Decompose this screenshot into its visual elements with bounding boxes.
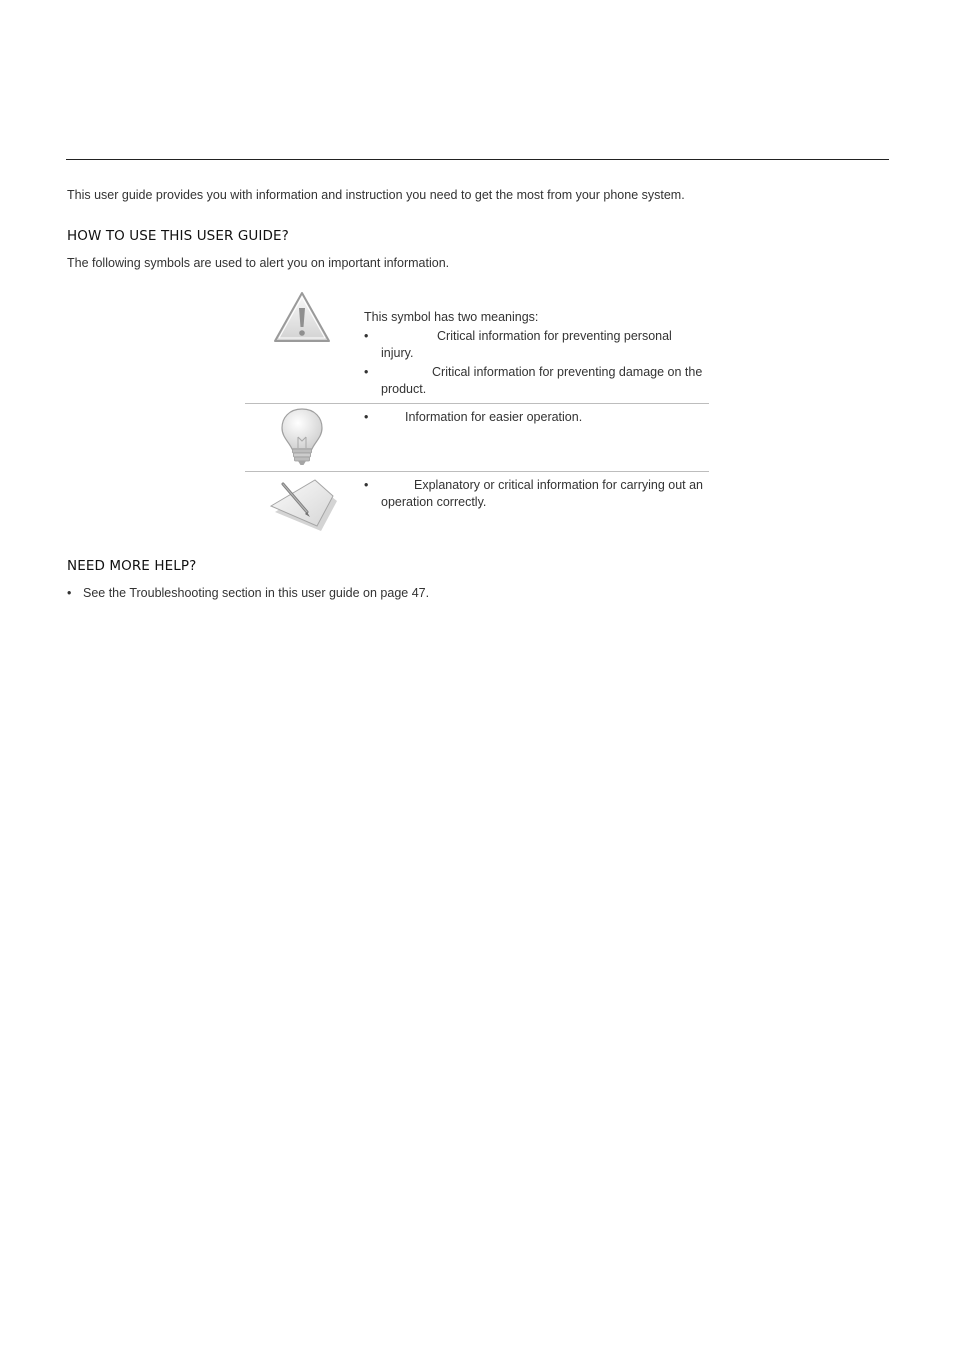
bullet-glyph: •: [364, 365, 369, 379]
symbol-row-tip: [245, 404, 709, 472]
help-item-text: See the Troubleshooting section in this user guide on page 47.: [83, 586, 430, 600]
intro-text: This user guide provides you with information and instruction you need to get the most from your phone system.: [67, 188, 685, 202]
warning-bullet-damage-text: Critical information for preventing damage on the product.: [381, 365, 703, 396]
note-bullet-text: Explanatory or critical information for carrying out an operation correctly.: [381, 478, 704, 509]
warning-description: [364, 309, 704, 400]
warning-bullet-damage: [364, 364, 704, 398]
lightbulb-icon: [245, 404, 360, 471]
note-bullet: [364, 477, 704, 511]
bullet-glyph: •: [364, 478, 369, 492]
bullet-glyph: •: [364, 329, 369, 343]
need-more-help-heading: NEED MORE HELP?: [67, 558, 197, 574]
warning-triangle-icon: [245, 286, 360, 403]
symbols-table: [245, 286, 709, 542]
tip-description: [364, 409, 704, 428]
bullet-glyph: •: [364, 410, 369, 424]
tip-bullet-text: Information for easier operation.: [405, 410, 583, 424]
bullet-glyph: •: [67, 586, 72, 600]
symbols-intro-text: The following symbols are used to alert you on important information.: [67, 256, 450, 270]
note-pencil-icon: [245, 472, 360, 542]
tip-bullet: [364, 409, 704, 426]
warning-bullet-injury-text: Critical information for preventing personal injury.: [381, 329, 672, 360]
header-rule: [66, 159, 889, 160]
symbol-row-warning: [245, 286, 709, 404]
help-list-item: [67, 586, 429, 600]
warning-bullet-injury: [364, 328, 704, 362]
how-to-use-heading: HOW TO USE THIS USER GUIDE?: [67, 228, 289, 244]
symbol-row-note: [245, 472, 709, 542]
warning-lead-text: This symbol has two meanings:: [364, 310, 539, 324]
note-description: [364, 477, 704, 513]
